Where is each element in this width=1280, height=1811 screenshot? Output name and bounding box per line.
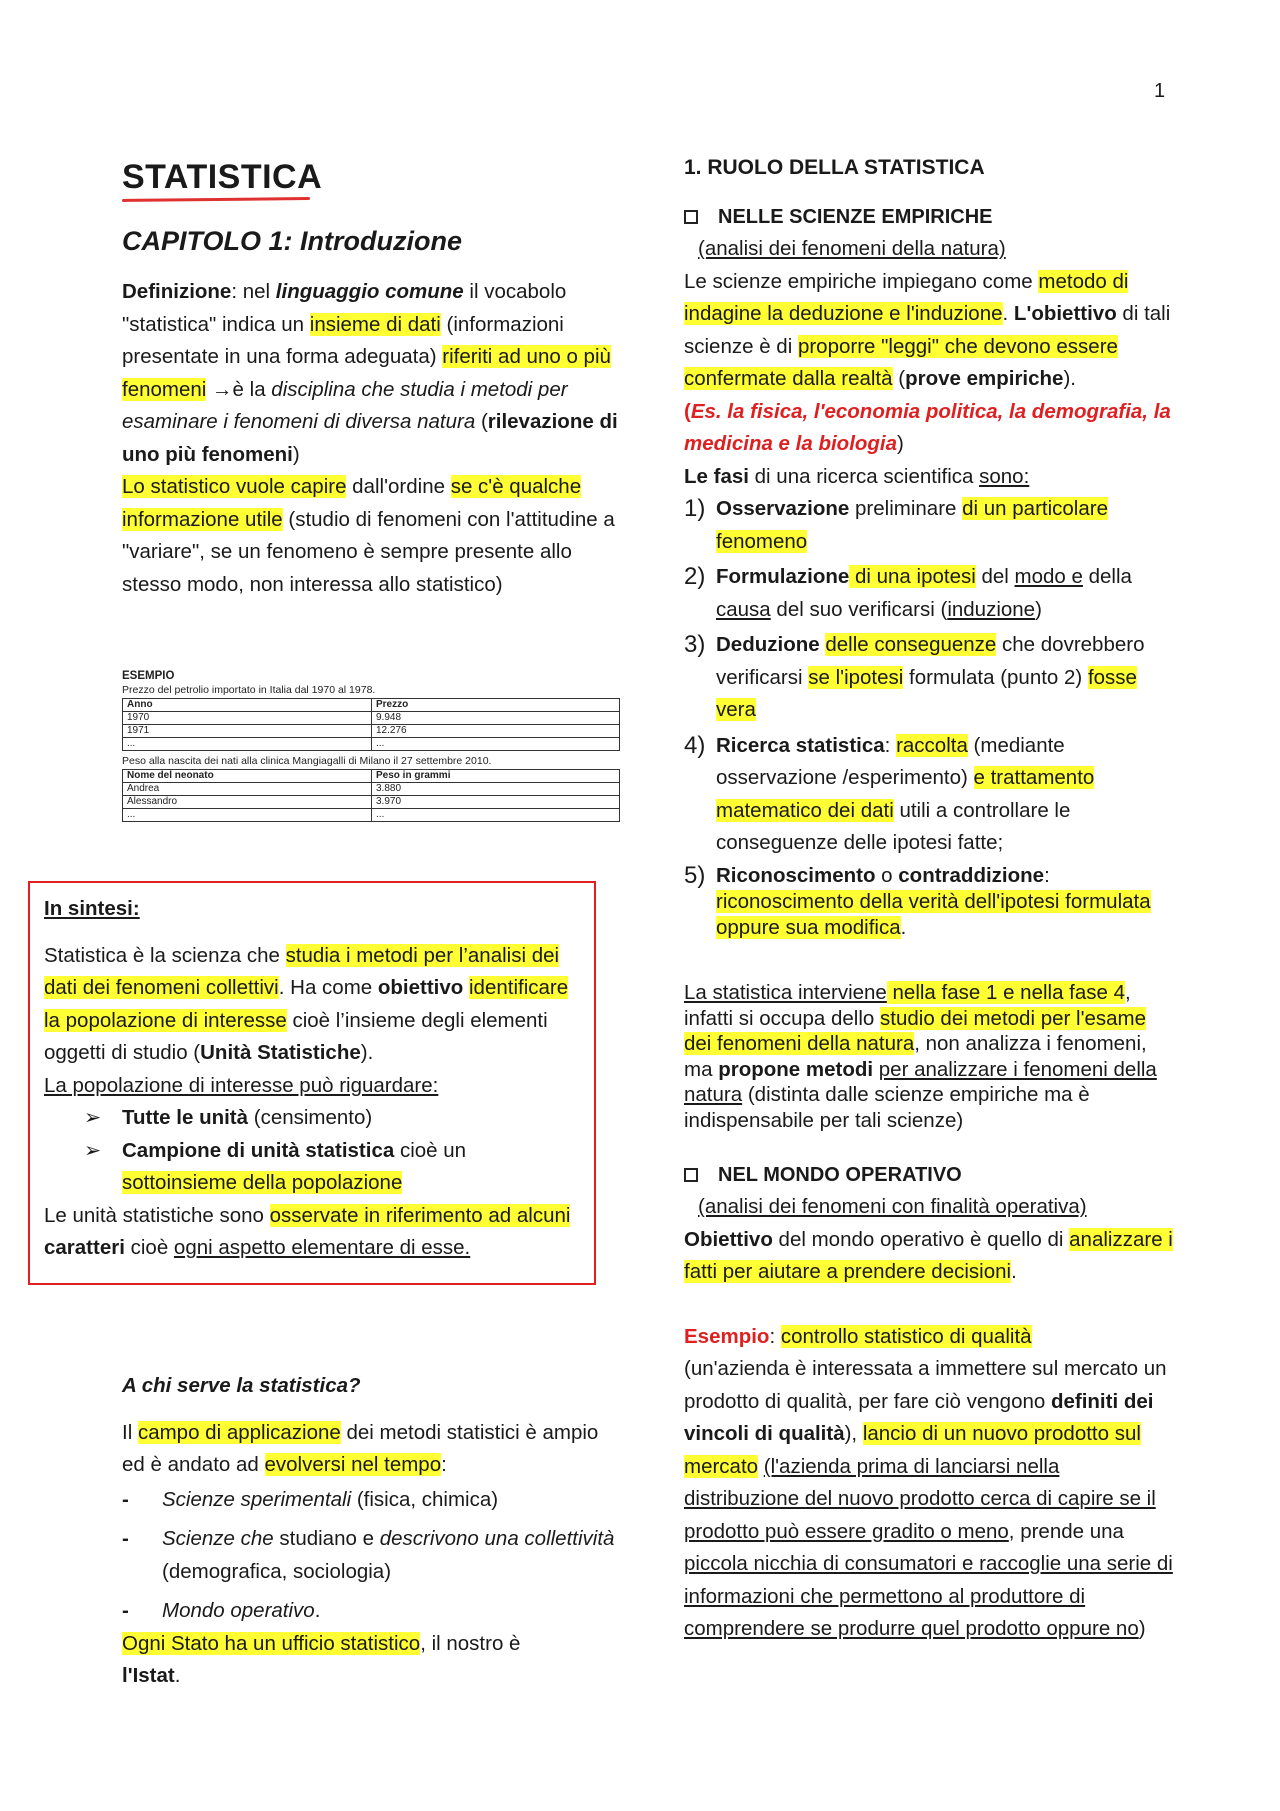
text: , infatti si occupa dello xyxy=(684,981,1131,1030)
text: ). xyxy=(1063,367,1076,390)
table-row xyxy=(123,738,620,751)
table-row xyxy=(123,725,620,738)
text: . xyxy=(1002,302,1014,325)
empirical-sciences-section xyxy=(684,206,1174,944)
table-cell: Alessandro xyxy=(123,796,372,809)
table-cell: 3.970 xyxy=(372,796,620,809)
text: (fisica, chimica) xyxy=(351,1487,499,1511)
text: La statistica interviene xyxy=(684,981,887,1004)
table-row xyxy=(123,783,620,796)
text: : nel xyxy=(231,280,276,303)
example-heading: ESEMPIO xyxy=(122,670,175,682)
highlight: se c'è qualche informazione utile xyxy=(122,475,582,531)
checkbox-icon xyxy=(684,1168,698,1182)
list-item xyxy=(44,1102,580,1135)
list-item xyxy=(684,629,1174,727)
table-header: Anno xyxy=(123,699,372,712)
text: (l'azienda prima di lanciarsi nella distribuzione del nuovo prodotto cerca di capire se il prodotto può essere gradito o meno xyxy=(684,1454,1156,1543)
page-number: 1 xyxy=(1154,80,1166,102)
table-header: Nome del neonato xyxy=(123,770,372,783)
text: ) xyxy=(1138,1617,1146,1640)
text: . xyxy=(1011,1260,1017,1283)
table-cell: ... xyxy=(123,809,372,822)
text: dei metodi statistici è ampio ed è andato ad xyxy=(122,1420,599,1476)
highlight: riferiti ad uno o più fenomeni xyxy=(122,345,611,401)
highlight: fosse vera xyxy=(716,665,1137,721)
summary-paragraph-1 xyxy=(44,940,580,1070)
text: prove empiriche xyxy=(905,367,1064,390)
table-header-row xyxy=(123,770,620,783)
text: dall'ordine xyxy=(346,475,451,498)
text: o xyxy=(875,863,899,887)
table-cell: 1970 xyxy=(123,712,372,725)
dash-bullet-icon: - xyxy=(122,1599,129,1622)
text: Campione di unità statistica xyxy=(122,1138,395,1162)
text: Formulazione xyxy=(716,565,850,588)
definition-paragraph xyxy=(122,276,622,601)
text: Deduzione xyxy=(716,633,820,656)
text: . xyxy=(314,1599,321,1622)
operative-world-section xyxy=(684,1164,1174,1646)
page-title: STATISTICA xyxy=(122,158,323,196)
list-item xyxy=(122,1595,622,1628)
text: ( xyxy=(892,367,906,390)
text: obiettivo xyxy=(377,976,464,999)
text: Riconoscimento xyxy=(716,863,876,887)
text: ) xyxy=(897,432,904,455)
text: Osservazione xyxy=(716,497,850,520)
text: Mondo operativo xyxy=(162,1599,315,1622)
example-figure xyxy=(122,670,622,826)
highlight: campo di applicazione xyxy=(137,1420,341,1444)
list-number: 4) xyxy=(684,731,706,759)
summary-paragraph-3 xyxy=(44,1200,580,1265)
text: di tali scienze è di xyxy=(684,302,1171,358)
text: Le fasi xyxy=(684,464,749,488)
text: ) xyxy=(292,442,300,466)
table-cell: ... xyxy=(372,809,620,822)
table-cell: ... xyxy=(123,738,372,751)
highlight: Ogni Stato ha un ufficio statistico xyxy=(122,1631,421,1655)
table-header: Prezzo xyxy=(372,699,620,712)
who-section xyxy=(122,1370,622,1693)
who-paragraph-2 xyxy=(122,1628,622,1693)
highlight: delle conseguenze xyxy=(825,633,997,656)
highlight: di una ipotesi xyxy=(849,565,976,588)
table-row xyxy=(123,712,620,725)
phases-list xyxy=(684,493,1174,941)
highlight: studio dei metodi per l'esame dei fenomeni della natura xyxy=(684,1006,1147,1055)
text: preliminare xyxy=(849,497,963,520)
text: Ricerca statistica xyxy=(716,733,885,757)
arrow-bullet-icon: ➢ xyxy=(84,1138,102,1162)
text: del xyxy=(975,565,1015,588)
text: Scienze sperimentali xyxy=(162,1487,352,1511)
text: del suo verificarsi ( xyxy=(770,597,948,621)
text: , non analizza i fenomeni, ma xyxy=(684,1032,1147,1081)
highlight: insieme di dati xyxy=(309,312,441,336)
text: (censimento) xyxy=(248,1106,373,1129)
text: ( xyxy=(684,399,691,423)
text: formulata (punto 2) xyxy=(903,665,1088,689)
highlight: raccolta xyxy=(896,733,968,757)
text: . Ha come xyxy=(278,976,378,999)
text: induzione xyxy=(947,597,1036,621)
text: cioè un xyxy=(394,1138,467,1162)
summary-paragraph-2: La popolazione di interesse può riguardare: xyxy=(44,1073,439,1097)
list-item xyxy=(44,1135,580,1200)
operative-heading xyxy=(684,1164,1174,1187)
table-cell: 9.948 xyxy=(372,712,620,725)
list-item xyxy=(684,863,1174,941)
text: Esempio xyxy=(684,1324,770,1348)
who-heading: A chi serve la statistica? xyxy=(122,1374,361,1397)
highlight: evolversi nel tempo xyxy=(264,1453,442,1476)
text: cioè xyxy=(124,1236,174,1259)
text: della xyxy=(1082,565,1132,588)
text: Le scienze empiriche impiegano come xyxy=(684,269,1039,293)
title-underline xyxy=(122,197,310,202)
text: (informazioni presentate in una forma adeguata) xyxy=(122,312,564,368)
list-item xyxy=(122,1523,622,1588)
list-item xyxy=(122,1484,622,1517)
highlight: se l'ipotesi xyxy=(808,665,904,689)
text: linguaggio comune xyxy=(275,280,464,303)
example-table-1 xyxy=(122,698,620,751)
text: : xyxy=(1044,863,1050,887)
table-cell: Andrea xyxy=(123,783,372,796)
example-caption-2: Peso alla nascita dei nati alla clinica Mangiagalli di Milano il 27 settembre 2010. xyxy=(122,755,492,767)
text: studiano e xyxy=(273,1527,380,1550)
text: disciplina che studia i metodi per esaminare i fenomeni di diversa natura xyxy=(122,377,568,433)
text: Es. la fisica, l'economia politica, la demografia, la medicina e la biologia xyxy=(684,399,1171,455)
text: (demografica, sociologia) xyxy=(162,1559,392,1583)
text: cioè l’insieme degli elementi oggetti di studio ( xyxy=(44,1008,548,1064)
text: , prende una xyxy=(1008,1519,1124,1543)
text: (mediante osservazione /esperimento) xyxy=(716,733,1065,789)
text: . xyxy=(174,1664,181,1687)
text: descrivono una collettività xyxy=(379,1527,615,1550)
text: L'obiettivo xyxy=(1013,302,1117,325)
list-item xyxy=(684,561,1174,626)
highlight: osservate in riferimento ad alcuni xyxy=(269,1203,571,1227)
empirical-subheading: (analisi dei fenomeni della natura) xyxy=(698,237,1006,260)
table-row xyxy=(123,796,620,809)
text: utili a controllare le conseguenze delle ipotesi fatte; xyxy=(716,798,1071,854)
text: propone metodi xyxy=(718,1057,874,1081)
application-list xyxy=(122,1484,622,1628)
highlight: e trattamento matematico dei dati xyxy=(716,766,1095,822)
text: Obiettivo xyxy=(684,1227,773,1251)
text: (un'azienda è interessata a immettere sul mercato un prodotto di qualità, per fare ciò vengono xyxy=(684,1357,1167,1413)
summary-bullets xyxy=(44,1102,580,1200)
checkbox-icon xyxy=(684,210,698,224)
summary-box xyxy=(28,881,596,1285)
example-caption-1: Prezzo del petrolio importato in Italia dal 1970 al 1978. xyxy=(122,684,376,696)
example-table-2 xyxy=(122,769,620,822)
text: : xyxy=(769,1324,781,1348)
who-paragraph-1 xyxy=(122,1417,622,1482)
text: , il nostro è xyxy=(420,1631,521,1655)
arrow-bullet-icon: ➢ xyxy=(84,1106,102,1129)
dash-bullet-icon: - xyxy=(122,1487,129,1511)
list-item xyxy=(684,493,1174,558)
text: : xyxy=(884,733,897,757)
text: Tutte le unità xyxy=(122,1106,249,1129)
operative-example-paragraph xyxy=(684,1321,1174,1646)
text: (studio di fenomeni con l'attitudine a "variare", se un fenomeno è sempre presente allo stesso modo, non interessa allo statistico) xyxy=(122,507,615,596)
highlight: identificare la popolazione di interesse xyxy=(44,976,569,1032)
list-item xyxy=(684,730,1174,860)
text: per analizzare i fenomeni della natura xyxy=(684,1057,1157,1106)
list-number: 2) xyxy=(684,563,706,590)
empirical-heading xyxy=(684,206,1174,229)
text: : xyxy=(441,1453,447,1476)
text: contraddizione xyxy=(898,863,1045,887)
text: causa xyxy=(716,597,771,621)
table-row xyxy=(123,809,620,822)
highlight: studia i metodi per l’analisi dei dati dei fenomeni collettivi xyxy=(44,943,560,999)
highlight: riconoscimento della verità dell'ipotesi formulata oppure sua modifica xyxy=(716,889,1151,939)
definition-label: Definizione xyxy=(122,280,232,303)
highlight: controllo statistico di qualità xyxy=(780,1324,1032,1348)
operative-subheading: (analisi dei fenomeni con finalità operativa) xyxy=(698,1195,1087,1218)
chapter-heading: CAPITOLO 1: Introduzione xyxy=(122,226,462,256)
text: del mondo operativo è quello di xyxy=(772,1227,1070,1251)
empirical-paragraph-3 xyxy=(684,461,1174,494)
text: ogni aspetto elementare di esse. xyxy=(173,1236,471,1259)
text: Statistica è la scienza che xyxy=(44,943,286,967)
text: di una ricerca scientifica xyxy=(748,464,980,488)
highlight: nella fase 1 e nella fase 4 xyxy=(886,981,1126,1004)
text: ) xyxy=(1035,597,1042,621)
operative-paragraph-1 xyxy=(684,1224,1174,1289)
text: ), xyxy=(844,1422,863,1445)
section-heading-role: 1. RUOLO DELLA STATISTICA xyxy=(684,156,985,179)
text: il vocabolo "statistica" indica un xyxy=(122,280,567,336)
text: modo e xyxy=(1014,565,1083,588)
dash-bullet-icon: - xyxy=(122,1527,129,1550)
text: rilevazione di uno più fenomeni xyxy=(122,410,618,466)
text: che dovrebbero verificarsi xyxy=(716,633,1145,689)
text: Unità Statistiche xyxy=(200,1041,361,1064)
highlight: metodo di indagine la deduzione e l'induzione xyxy=(684,269,1129,325)
text: sono: xyxy=(979,464,1030,488)
text: Le unità statistiche sono xyxy=(44,1203,270,1227)
table-header: Peso in grammi xyxy=(372,770,620,783)
text: NEL MONDO OPERATIVO xyxy=(718,1164,962,1186)
empirical-paragraph-1 xyxy=(684,266,1174,396)
table-cell: ... xyxy=(372,738,620,751)
text: ). xyxy=(360,1041,374,1064)
text: ( xyxy=(475,410,488,433)
highlight: proporre "leggi" che devono essere confermate dalla realtà xyxy=(684,334,1118,390)
list-number: 5) xyxy=(684,861,706,889)
text: . xyxy=(900,915,907,939)
list-number: 3) xyxy=(684,631,706,658)
text: l'Istat xyxy=(122,1664,175,1687)
text: →è la xyxy=(206,377,272,401)
text: caratteri xyxy=(44,1236,125,1259)
highlight: lancio di un nuovo prodotto sul mercato xyxy=(684,1422,1141,1478)
text: (distinta dalle scienze empiriche ma è indispensabile per tali scienze) xyxy=(684,1083,1090,1132)
highlight: Lo statistico vuole capire xyxy=(122,475,347,498)
highlight: di un particolare fenomeno xyxy=(716,497,1108,553)
highlight: sottoinsieme della popolazione xyxy=(122,1171,403,1194)
table-header-row xyxy=(123,699,620,712)
text: definiti dei vincoli di qualità xyxy=(684,1389,1154,1445)
summary-heading: In sintesi: xyxy=(44,897,140,920)
list-number: 1) xyxy=(684,495,706,522)
statistics-intervention-paragraph xyxy=(684,980,1174,1133)
table-cell: 1971 xyxy=(123,725,372,738)
text: Scienze che xyxy=(162,1527,274,1550)
table-cell: 12.276 xyxy=(372,725,620,738)
text: NELLE SCIENZE EMPIRICHE xyxy=(718,206,993,228)
empirical-paragraph-2 xyxy=(684,396,1174,461)
text: Il xyxy=(122,1420,138,1444)
table-cell: 3.880 xyxy=(372,783,620,796)
highlight: analizzare i fatti per aiutare a prendere decisioni xyxy=(684,1227,1173,1283)
text: piccola nicchia di consumatori e raccoglie una serie di informazioni che permettono al produttore di comprendere se produrre quel prodotto oppure no xyxy=(684,1552,1173,1640)
